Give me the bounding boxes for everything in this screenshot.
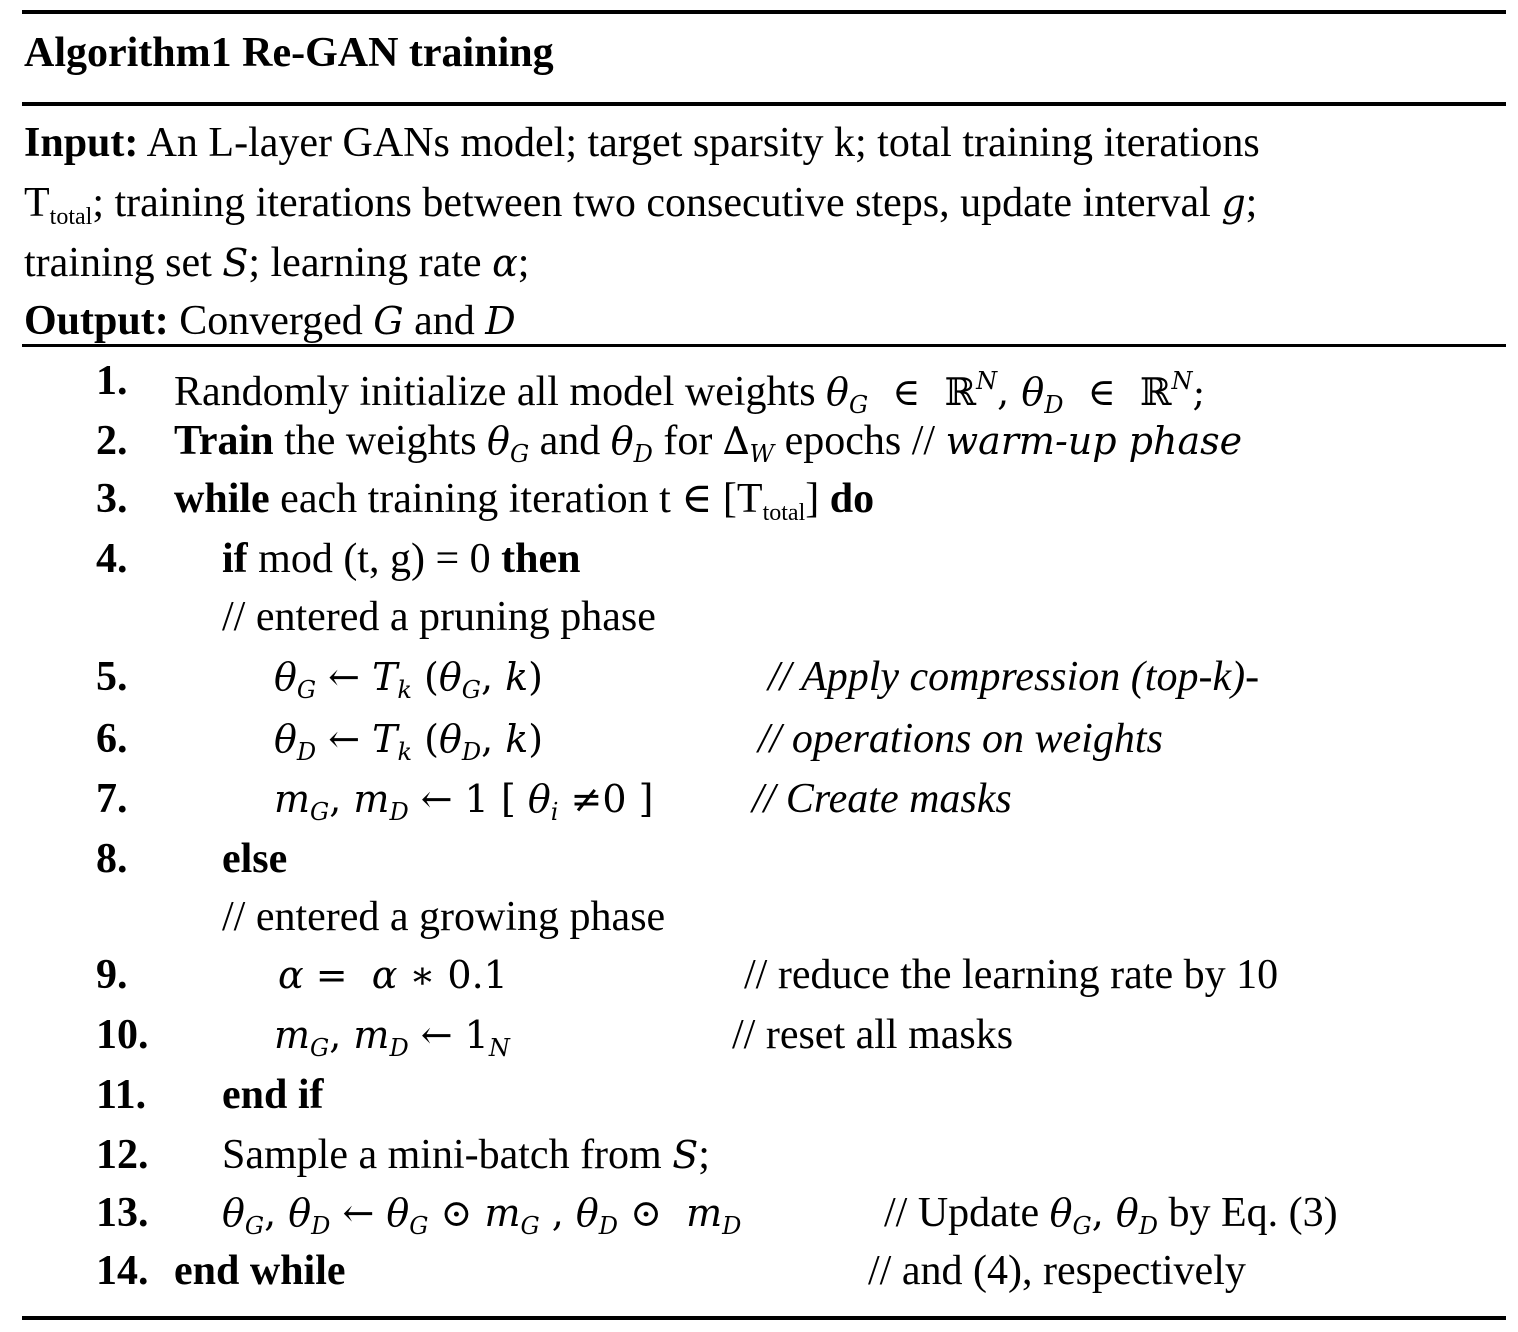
step-3 xyxy=(174,474,874,538)
step-number: 3. xyxy=(96,476,128,522)
step-3-text: each training iteration t ∈ [T xyxy=(269,476,763,522)
output-rule xyxy=(22,344,1506,347)
input-line-3 xyxy=(24,240,529,286)
algorithm-title: Algorithm1 Re-GAN training xyxy=(24,30,554,76)
step-number: 1. xyxy=(96,358,128,404)
math-theta-init: $\theta_G$ ∈ ℝ$^N$, $\theta_D$ ∈ ℝ$^N$; xyxy=(826,367,1206,419)
d-output: D xyxy=(485,299,516,343)
step-number: 12. xyxy=(96,1132,149,1178)
input-line-2 xyxy=(24,180,1257,240)
theta-g: $\theta_G$ xyxy=(487,419,530,468)
step-13-comment xyxy=(884,1188,1338,1251)
else-keyword: else xyxy=(222,836,288,882)
growing-comment: // entered a growing phase xyxy=(222,894,666,940)
comment-text: by Eq. (3) xyxy=(1158,1190,1338,1236)
step-number: 5. xyxy=(96,654,128,700)
input-line-1 xyxy=(24,120,1260,166)
step-9-comment: // reduce the learning rate by 10 xyxy=(744,952,1279,998)
and-text: and xyxy=(403,298,486,344)
step-5-math: $\theta_G$ ← $T_k$ ($\theta_G$, k) xyxy=(274,655,543,704)
step-number: 7. xyxy=(96,776,128,822)
output-label: Output: xyxy=(24,298,169,344)
step-2-text: the weights xyxy=(273,418,488,464)
then-keyword: then xyxy=(501,536,581,582)
epochs-text: epochs // xyxy=(774,418,946,464)
input-text-2: ; training iterations between two consecutive steps, update interval xyxy=(92,180,1222,226)
step-number: 8. xyxy=(96,836,128,882)
input-text-3: training set xyxy=(24,240,223,286)
step-4-text: mod (t, g) = 0 xyxy=(247,536,502,582)
output-text: Converged xyxy=(179,298,374,344)
step-13-math: $\theta_G$, $\theta_D$ ← $\theta_G$ ⊙ $m_G$ , $\theta_D$ ⊙ $m_D$ xyxy=(222,1191,742,1240)
semicolon: ; xyxy=(1245,180,1258,226)
t-subscript: total xyxy=(49,204,93,230)
for-text: for xyxy=(652,418,723,464)
input-text-1: An L-layer GANs model; target sparsity k; total training iterations xyxy=(146,120,1260,166)
s-symbol: S xyxy=(222,241,249,285)
step-number: 13. xyxy=(96,1190,149,1236)
step-number: 6. xyxy=(96,716,128,762)
input-label: Input: xyxy=(24,120,139,166)
step-5-comment xyxy=(768,652,1259,702)
while-keyword: while xyxy=(174,476,270,522)
delta-w: $\Delta_W$ xyxy=(722,419,775,468)
pruning-comment: // entered a pruning phase xyxy=(222,594,656,640)
comment-text: // Apply compression (top-k)- xyxy=(768,654,1260,700)
do-keyword: do xyxy=(829,476,875,522)
step-1-text: Randomly initialize all model weights xyxy=(174,369,827,415)
comment-text: // Update xyxy=(884,1190,1050,1236)
step-7-math: $m_G$, $m_D$ ← 1 [ $\theta_i \ne 0$ ] xyxy=(274,777,654,826)
end-while-keyword: end while xyxy=(174,1248,346,1294)
comment-text: // operations on weights xyxy=(758,716,1163,762)
g-output: G xyxy=(373,299,404,343)
step-number: 11. xyxy=(96,1072,147,1118)
step-number: 9. xyxy=(96,952,128,998)
step-7-comment xyxy=(752,774,1012,824)
input-text-3b: ; learning rate xyxy=(248,240,493,286)
step-number: 4. xyxy=(96,536,128,582)
semicolon: ; xyxy=(517,240,530,286)
step-4 xyxy=(222,534,581,584)
end-if-keyword: end if xyxy=(222,1072,324,1118)
train-keyword: Train xyxy=(174,418,274,464)
s-symbol: S xyxy=(672,1133,699,1177)
step-6-math: $\theta_D$ ← $T_k$ ($\theta_D$, k) xyxy=(274,717,544,766)
step-number: 10. xyxy=(96,1012,149,1058)
step-10-comment: // reset all masks xyxy=(732,1012,1014,1058)
alpha-symbol: α xyxy=(492,241,518,285)
theta-gd: $\theta_G$, $\theta_D$ xyxy=(1049,1191,1158,1240)
semicolon: ; xyxy=(698,1132,710,1178)
title-rule xyxy=(22,102,1506,106)
theta-d: $\theta_D$ xyxy=(610,419,653,468)
step-9-math: α = α ∗ 0.1 xyxy=(278,953,508,997)
warmup-comment: warm-up phase xyxy=(945,419,1243,463)
bottom-rule xyxy=(22,1316,1506,1320)
step-number: 2. xyxy=(96,418,128,464)
step-number: 14. xyxy=(96,1248,149,1294)
comment-text: // Create masks xyxy=(752,776,1012,822)
step-12-text: Sample a mini-batch from xyxy=(222,1132,673,1178)
step-14-comment: // and (4), respectively xyxy=(868,1248,1246,1294)
t-subscript: total xyxy=(762,500,806,526)
top-rule xyxy=(22,10,1506,14)
bracket-close: ] xyxy=(805,476,830,522)
g-symbol: g xyxy=(1221,181,1246,225)
t-symbol: T xyxy=(24,180,50,226)
output-line xyxy=(24,298,516,344)
step-12 xyxy=(222,1130,710,1180)
step-6-comment xyxy=(758,714,1163,764)
step-2 xyxy=(174,416,1242,479)
step-10-math: $m_G$, $m_D$ ← $1_N$ xyxy=(274,1013,510,1062)
and-text: and xyxy=(529,418,611,464)
if-keyword: if xyxy=(222,536,248,582)
